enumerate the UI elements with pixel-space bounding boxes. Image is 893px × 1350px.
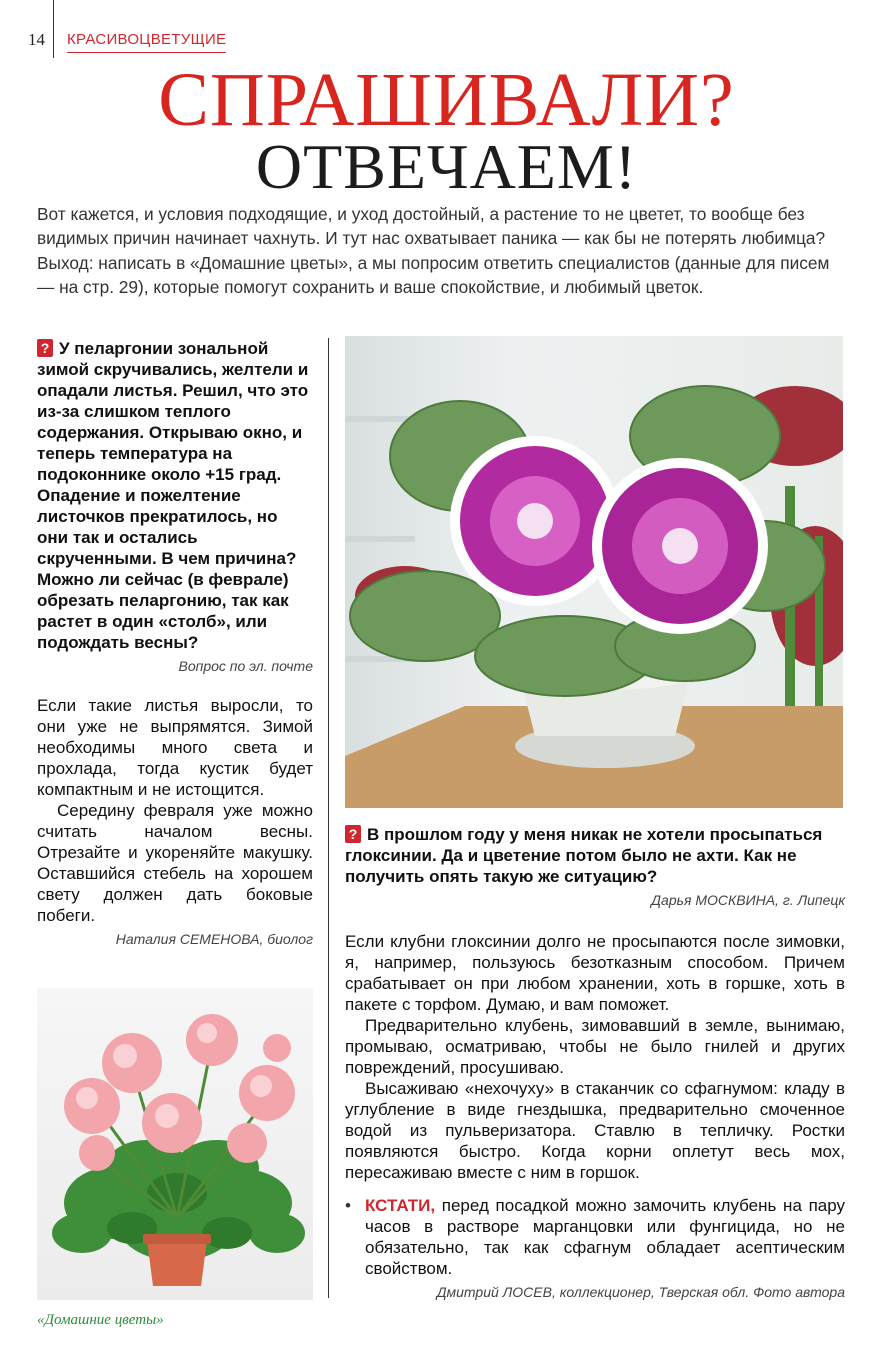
title-line-1: СПРАШИВАЛИ? bbox=[158, 58, 735, 142]
question-mark-icon: ? bbox=[37, 339, 53, 357]
answer-1-author: Наталия СЕМЕНОВА, биолог bbox=[115, 931, 313, 947]
question-2 bbox=[345, 824, 845, 887]
answer-2 bbox=[345, 931, 845, 1279]
rubric-label: КРАСИВОЦВЕТУЩИЕ bbox=[67, 31, 226, 53]
magazine-name: «Домашние цветы» bbox=[37, 1312, 164, 1328]
answer-1-paragraph-2: Середину февраля уже можно считать началом весны. Отрезайте и укореняйте макушку. Оставшийся стебель на хорошем свету должен дать боковые побеги. bbox=[37, 801, 313, 925]
left-column bbox=[37, 338, 313, 948]
answer-1-paragraph-1: Если такие листья выросли, то они уже не выпрямятся. Зимой необходимы много света и прохлада, тогда кустик будет компактным и не истощится. bbox=[37, 696, 313, 799]
right-column bbox=[345, 824, 845, 1301]
lead-paragraph: Вот кажется, и условия подходящие, и уход достойный, а растение то не цветет, то вообще без видимых причин начинает чахнуть. И тут нас охватывает паника — как бы не потерять любимца? Выход: написать в «Домашние цветы», а мы попросим ответить специалистов (данные для писем — на стр. 29), которые помогут сохранить и ваше спокойствие, и любимый цветок. bbox=[37, 204, 830, 297]
title-line-2: ОТВЕЧАЕМ! bbox=[255, 131, 638, 202]
kstati-note bbox=[345, 1195, 845, 1279]
answer-2-paragraph-3: Высаживаю «нехочуху» в стаканчик со сфагнумом: кладу в углубление в виде гнездышка, предварительно смоченное водой из пульверизатора. Ставлю в тепличку. Ростки появляются быстро. Когда корни оплетут весь мох, пересаживаю вместе с ним в горшок. bbox=[345, 1079, 845, 1182]
answer-2-paragraph-1: Если клубни глоксинии долго не просыпаются после зимовки, я, например, пользуюсь безотказным способом. Причем срабатывает он при любом хранении, хоть в горшке, хоть в пакете с торфом. Думаю, и вам поможет. bbox=[345, 932, 845, 1014]
answer-1 bbox=[37, 695, 313, 926]
kstati-label: КСТАТИ, bbox=[365, 1196, 436, 1215]
column-divider bbox=[328, 338, 329, 1298]
pelargonium-photo bbox=[37, 988, 313, 1300]
bullet-icon: • bbox=[345, 1196, 351, 1215]
question-mark-icon: ? bbox=[345, 825, 361, 843]
question-1-text: У пеларгонии зональной зимой скручивались, желтели и опадали листья. Решил, что это из-за слишком теплого содержания. Открываю окно, и теперь температура на подоконнике около +15 град. Опадение и пожелтение листочков прекратилось, но они так и остались скрученными. В чем причина? Можно ли сейчас (в феврале) обрезать пеларгонию, так как растет в один «столб», или подождать весны? bbox=[37, 339, 309, 652]
answer-2-author: Дмитрий ЛОСЕВ, коллекционер, Тверская обл. Фото автора bbox=[436, 1284, 845, 1300]
kstati-text: перед посадкой можно замочить клубень на пару часов в растворе марганцовки или фунгицида, но не обязательно, так как сфагнум обладает асептическим свойством. bbox=[365, 1196, 845, 1278]
question-2-source: Дарья МОСКВИНА, г. Липецк bbox=[651, 892, 845, 908]
gloxinia-photo bbox=[345, 336, 843, 808]
question-1-source: Вопрос по эл. почте bbox=[178, 658, 313, 674]
page-number: 14 bbox=[28, 30, 45, 49]
header-divider bbox=[53, 0, 54, 58]
answer-2-paragraph-2: Предварительно клубень, зимовавший в земле, вынимаю, промываю, осматриваю, чтобы не было гнилей и других повреждений, просушиваю. bbox=[345, 1016, 845, 1077]
question-1 bbox=[37, 338, 313, 653]
question-2-text: В прошлом году у меня никак не хотели просыпаться глоксинии. Да и цветение потом было не ахти. Как не получить опять такую же ситуацию? bbox=[345, 825, 823, 886]
